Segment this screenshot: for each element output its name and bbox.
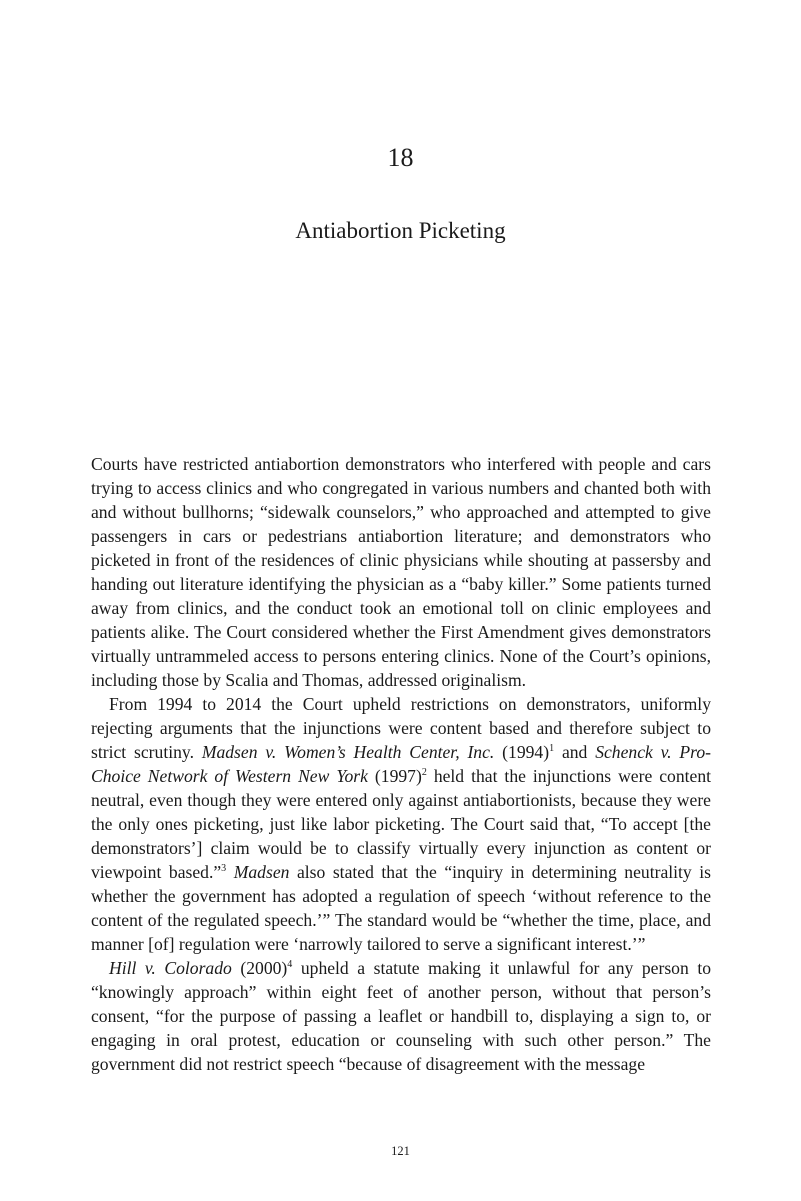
case-name-madsen: Madsen v. Women’s Health Center, Inc. [201, 742, 495, 762]
paragraph-1: Courts have restricted antiabortion demonstrators who interfered with people and cars trying to access clinics and who congregated in various numbers and chanted both with and without bullhorns; “sidewalk counselors,” who approached and attempted to give passengers in cars or pedestrians antiabortion literature; and demonstrators who picketed in front of the residences of clinic physicians while shouting at passersby and handing out literature identifying the physician as a “baby killer.” Some patients turned away from clinics, and the conduct took an emotional toll on clinic employees and patients alike. The Court considered whether the First Amendment gives demonstrators virtually untrammeled access to persons entering clinics. None of the Court’s opinions, including those by Scalia and Thomas, addressed originalism. [91, 454, 711, 690]
chapter-number: 18 [387, 143, 414, 172]
page-number: 121 [391, 1144, 410, 1158]
case-name-madsen-short: Madsen [233, 862, 290, 882]
text-run: and [554, 742, 596, 762]
text-run: held that the injunctions were content neutral, even though they were entered only against antiabortionists, because they were the only ones picketing, just like labor picketing. The Court said that, “To accept [the demonstrators’] claim would be to classify virtually every injunction as content or viewpoint based.” [91, 766, 712, 882]
case-name-schenck: Schenck v. Pro-Choice Network of Western New York [91, 742, 712, 786]
body-text [91, 452, 711, 1076]
chapter-title: Antiabortion Picketing [295, 218, 506, 243]
text-run: (1997) [367, 766, 422, 786]
text-run: (2000) [231, 958, 288, 978]
case-name-hill: Hill v. Colorado [109, 958, 232, 978]
text-run: upheld a statute making it unlawful for any person to “knowingly approach” within eight feet of another person, without that person’s consent, “for the purpose of passing a leaflet or handbill to, displaying a sign to, or engaging in oral protest, education or counseling with such other person.” The government did not restrict speech “because of disagreement with the message [91, 958, 711, 1074]
footnote-ref-1[interactable]: 1 [549, 743, 555, 755]
footnote-ref-2[interactable]: 2 [421, 767, 427, 779]
text-run [226, 862, 234, 882]
text-run: (1994) [494, 742, 550, 762]
paragraph-2 [91, 692, 711, 956]
text-run: From 1994 to 2014 the Court upheld restrictions on demonstrators, uniformly rejecting arguments that the injunctions were content based and therefore subject to strict scrutiny. [91, 694, 711, 762]
text-run: also stated that the “inquiry in determining neutrality is whether the government has adopted a regulation of speech ‘without reference to the content of the regulated speech.’” The standard would be “whether the time, place, and manner [of] regulation were ‘narrowly tailored to serve a significant interest.’” [91, 862, 711, 954]
footnote-ref-3[interactable]: 3 [221, 863, 227, 875]
paragraph-3 [91, 956, 711, 1076]
footnote-ref-4[interactable]: 4 [287, 959, 293, 971]
